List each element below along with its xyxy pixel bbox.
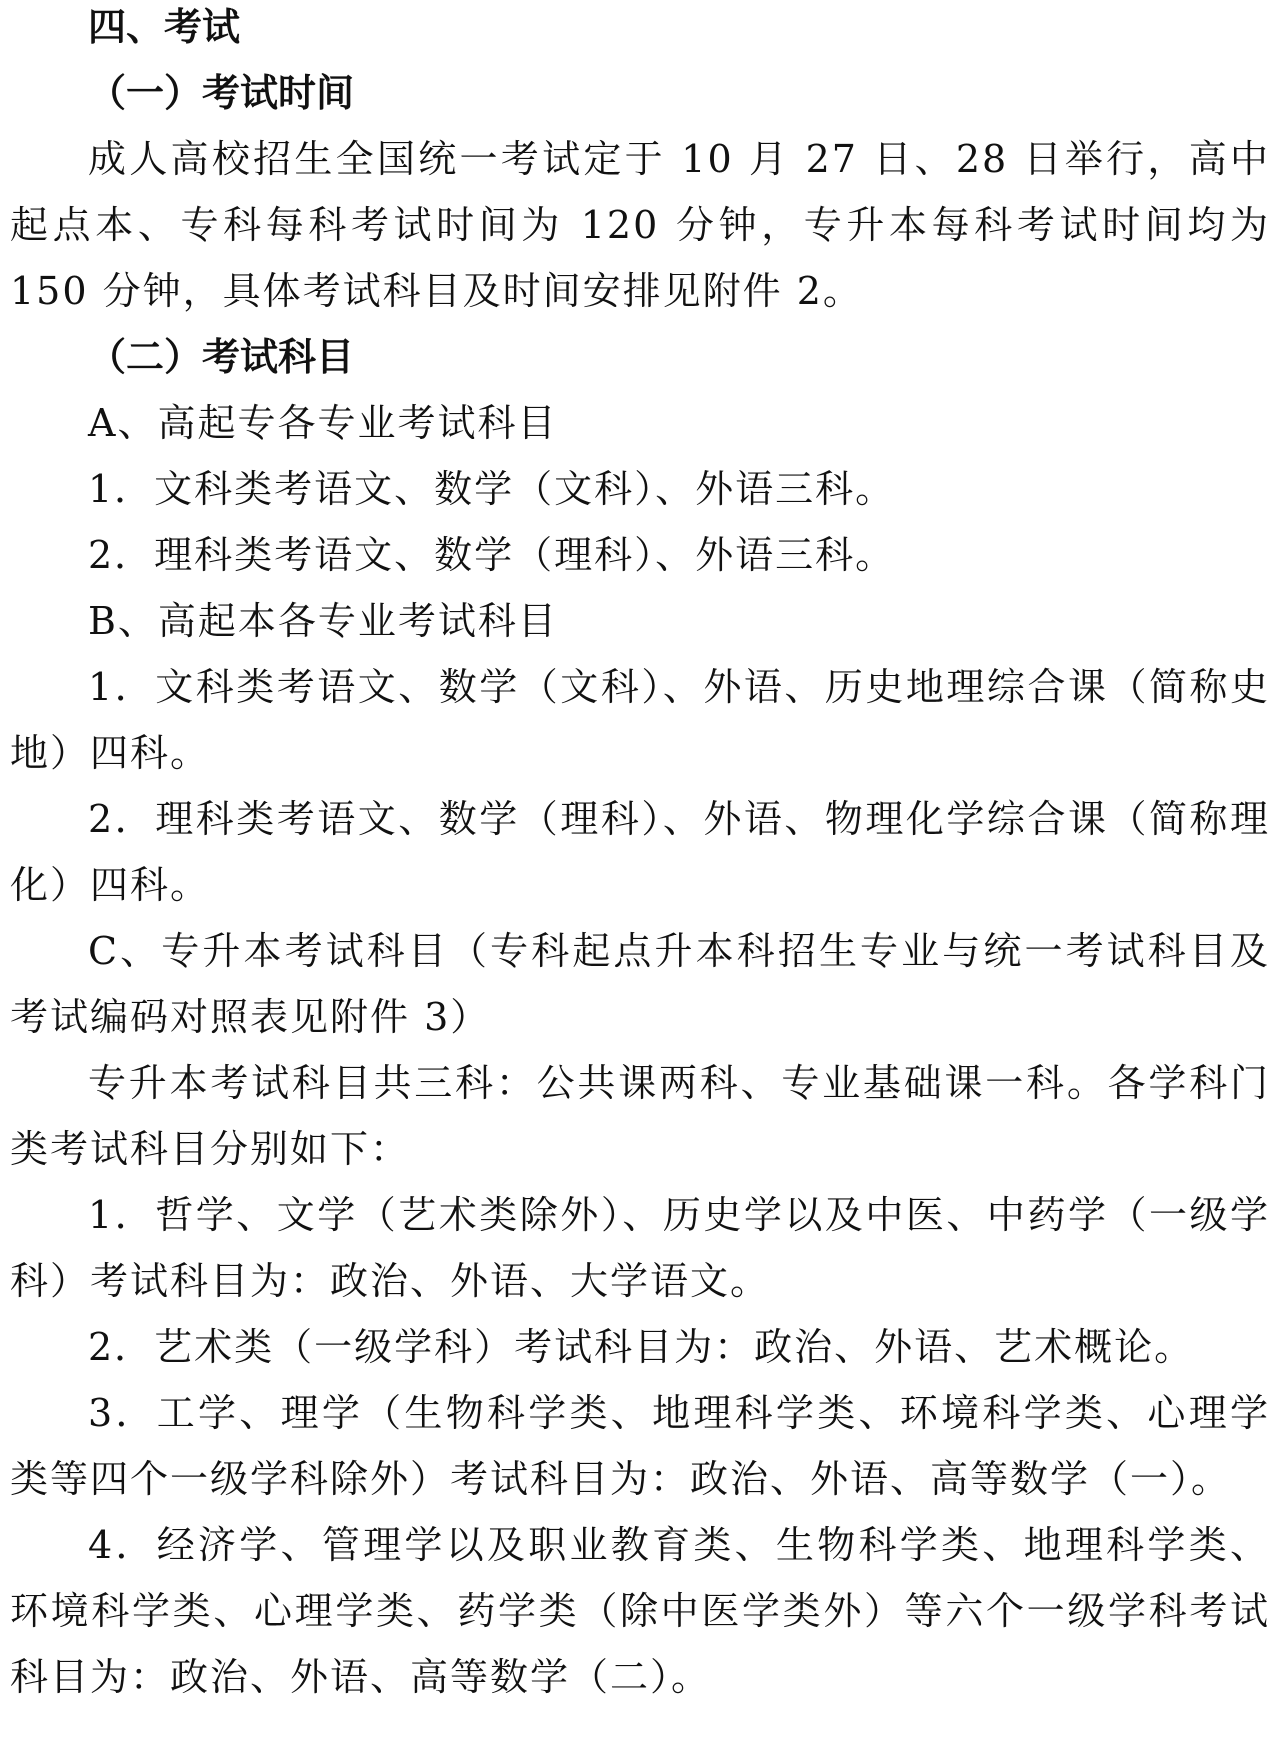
subsection-title-exam-time: （一）考试时间 [88,71,355,115]
exam-time-paragraph: 成人高校招生全国统一考试定于 10 月 27 日、28 日举行，高中起点本、专科每科考试时间为 120 分钟，专升本每科考试时间均为 150 分钟，具体考试科目及时间安排见附件 2。 [10,137,1270,313]
group-c-item: 2．艺术类（一级学科）考试科目为：政治、外语、艺术概论。 [88,1325,1195,1369]
group-b-item: 2．理科类考语文、数学（理科）、外语、物理化学综合课（简称理化）四科。 [10,797,1270,907]
group-a-item: 1．文科类考语文、数学（文科）、外语三科。 [88,467,896,511]
group-c-item: 3．工学、理学（生物科学类、地理科学类、环境科学类、心理学类等四个一级学科除外）考试科目为：政治、外语、高等数学（一）。 [10,1391,1270,1501]
subsection-title-exam-subjects: （二）考试科目 [88,335,355,379]
group-b-title: B、高起本各专业考试科目 [88,599,558,643]
group-c-item: 1．哲学、文学（艺术类除外）、历史学以及中医、中药学（一级学科）考试科目为：政治、外语、大学语文。 [10,1193,1270,1303]
group-c-intro: 专升本考试科目共三科：公共课两科、专业基础课一科。各学科门类考试科目分别如下： [10,1061,1270,1171]
group-a-title: A、高起专各专业考试科目 [88,401,558,445]
section-title: 四、考试 [88,5,241,49]
group-c-title: C、专升本考试科目（专科起点升本科招生专业与统一考试科目及考试编码对照表见附件 3） [10,929,1270,1039]
group-c-item: 4．经济学、管理学以及职业教育类、生物科学类、地理科学类、环境科学类、心理学类、药学类（除中医学类外）等六个一级学科考试科目为：政治、外语、高等数学（二）。 [10,1523,1270,1699]
group-b-item: 1．文科类考语文、数学（文科）、外语、历史地理综合课（简称史地）四科。 [10,665,1270,775]
group-a-item: 2．理科类考语文、数学（理科）、外语三科。 [88,533,896,577]
